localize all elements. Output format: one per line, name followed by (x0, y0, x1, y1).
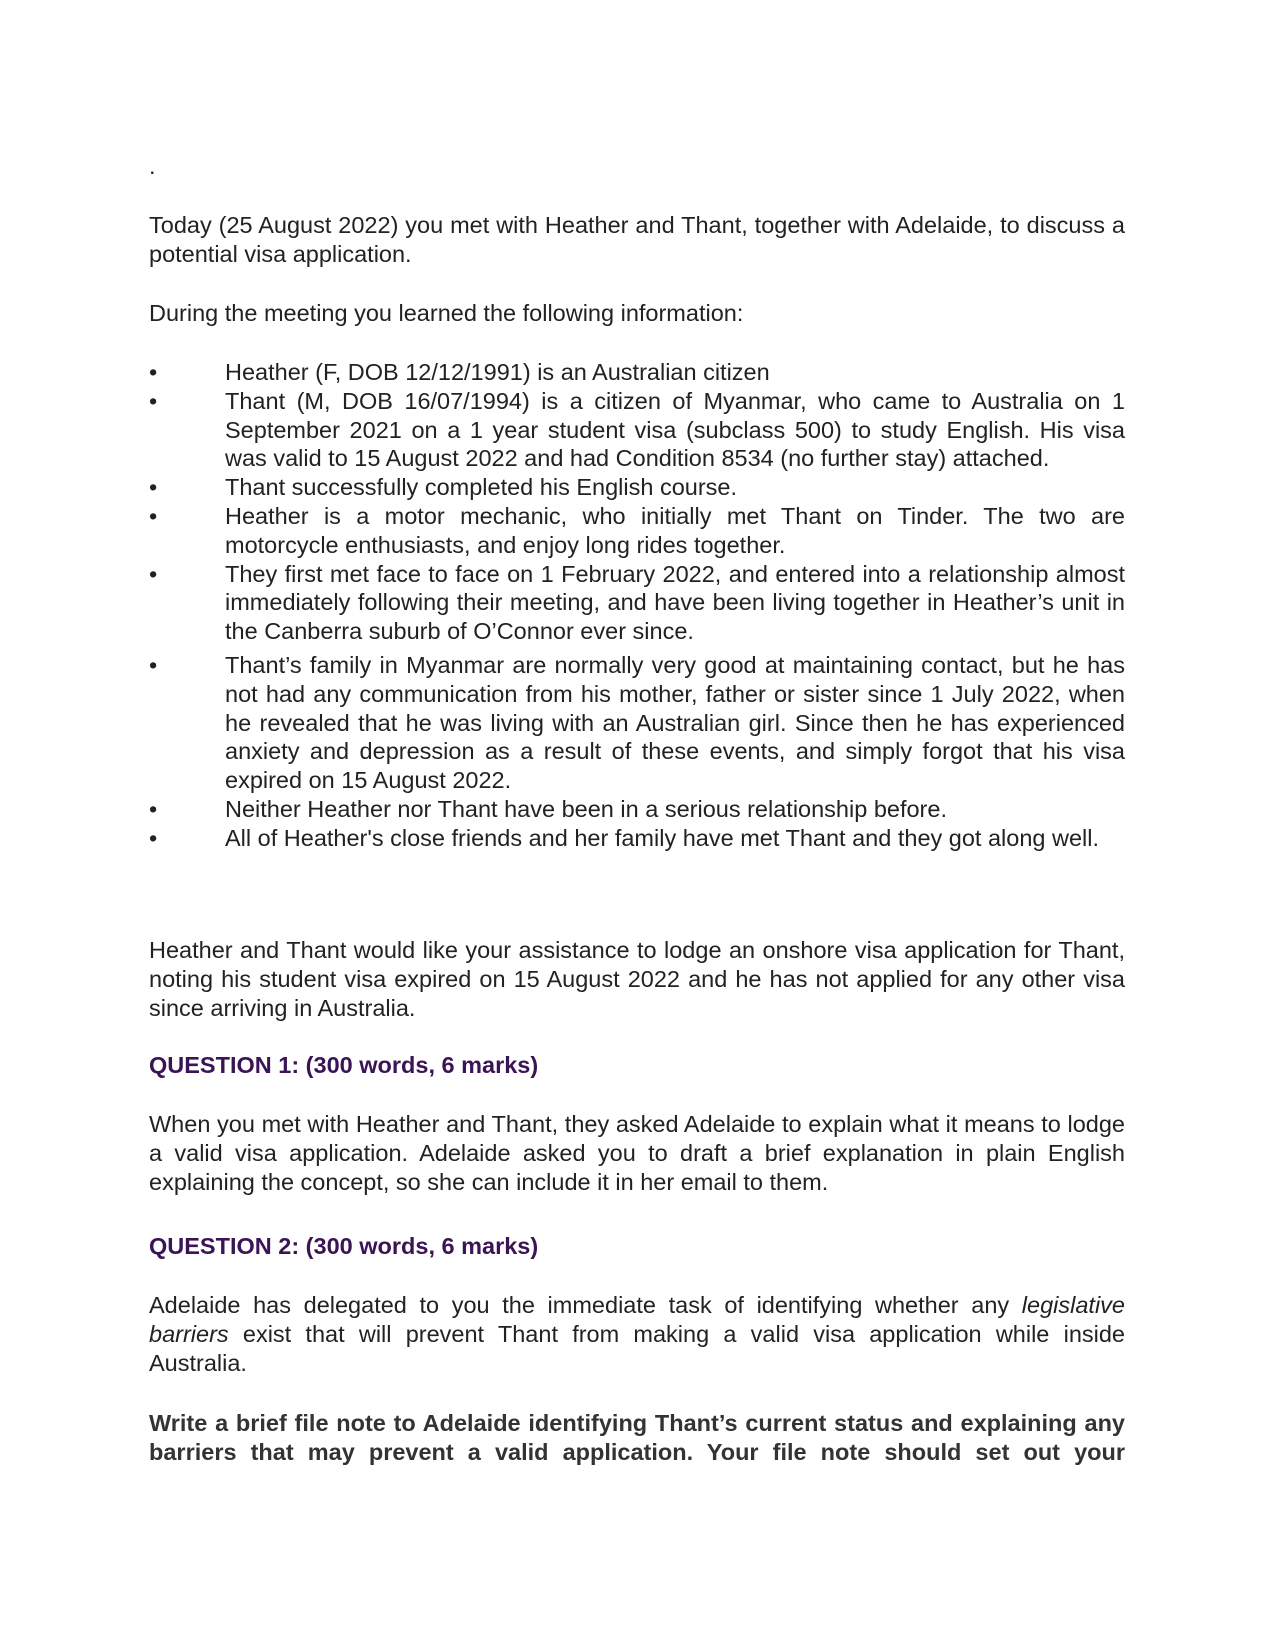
question-1-text: When you met with Heather and Thant, they asked Adelaide to explain what it means to lodge a valid visa application. Adelaide asked you to draft a brief explanation in plain English explaining the concept, so she can include it in her email to them. (149, 1111, 1125, 1195)
fact-text: Heather is a motor mechanic, who initially met Thant on Tinder. The two are motorcycle enthusiasts, and enjoy long rides together. (225, 502, 1125, 558)
bullet-icon: • (149, 824, 158, 851)
fact-text: All of Heather's close friends and her family have met Thant and they got along well. (225, 824, 1100, 851)
bullet-icon: • (149, 359, 158, 385)
list-item (149, 502, 1125, 560)
question-2-heading: QUESTION 2: (300 words, 6 marks) (149, 1233, 539, 1259)
bullet-icon: • (149, 502, 158, 529)
bullet-icon: • (149, 387, 158, 414)
fact-text: Thant successfully completed his English course. (225, 474, 738, 501)
list-item (149, 795, 1125, 824)
fact-text: Heather (F, DOB 12/12/1991) is an Australian citizen (225, 359, 770, 385)
bullet-icon: • (149, 560, 158, 587)
list-item (149, 651, 1125, 795)
legislative-barriers-emphasis: legislative barriers (149, 1292, 1125, 1347)
fact-text: Neither Heather nor Thant have been in a serious relationship before. (225, 795, 947, 822)
fact-text: Thant’s family in Myanmar are normally very good at maintaining contact, but he has not had any communication from his mother, father or sister since 1 July 2022, when he revealed that he was living with an Australian girl. Since then he has experienced anxiety and depression as a result of these events, and simply forgot that his visa expired on 15 August 2022. (225, 651, 1125, 794)
list-item (149, 473, 1125, 502)
list-item (149, 560, 1125, 646)
facts-list (149, 358, 1125, 853)
question-2-text (149, 1291, 1125, 1377)
bullet-icon: • (149, 795, 158, 822)
fact-text: They first met face to face on 1 February 2022, and entered into a relationship almost immediately following their meeting, and have been living together in Heather’s unit in the Canberra suburb of O’Connor ever since. (225, 560, 1125, 645)
file-note-task: Write a brief file note to Adelaide identifying Thant’s current status and explaining any barriers that may prevent a valid application. Your file note should set out your (149, 1410, 1125, 1465)
list-item (149, 387, 1125, 473)
list-item (149, 358, 1125, 387)
intro-paragraph: Today (25 August 2022) you met with Heather and Thant, together with Adelaide, to discuss a potential visa application. (149, 212, 1125, 267)
question-2-text-end: exist that will prevent Thant from making a valid visa application while inside Australia. (149, 1320, 1125, 1376)
top-mark: . (149, 153, 156, 179)
bullet-icon: • (149, 651, 158, 678)
list-item (149, 824, 1125, 853)
question-2-text-start: Adelaide has delegated to you the immediate task of identifying whether any (149, 1292, 1022, 1318)
fact-text: Thant (M, DOB 16/07/1994) is a citizen of Myanmar, who came to Australia on 1 September 2021 on a 1 year student visa (subclass 500) to study English. His visa was valid to 15 August 2022 and had Condition 8534 (no further stay) attached. (225, 387, 1125, 472)
during-paragraph: During the meeting you learned the following information: (149, 300, 744, 326)
bullet-icon: • (149, 474, 158, 501)
request-paragraph: Heather and Thant would like your assistance to lodge an onshore visa application for Thant, noting his student visa expired on 15 August 2022 and he has not applied for any other visa since arriving in Australia. (149, 937, 1125, 1021)
question-1-heading: QUESTION 1: (300 words, 6 marks) (149, 1052, 539, 1078)
